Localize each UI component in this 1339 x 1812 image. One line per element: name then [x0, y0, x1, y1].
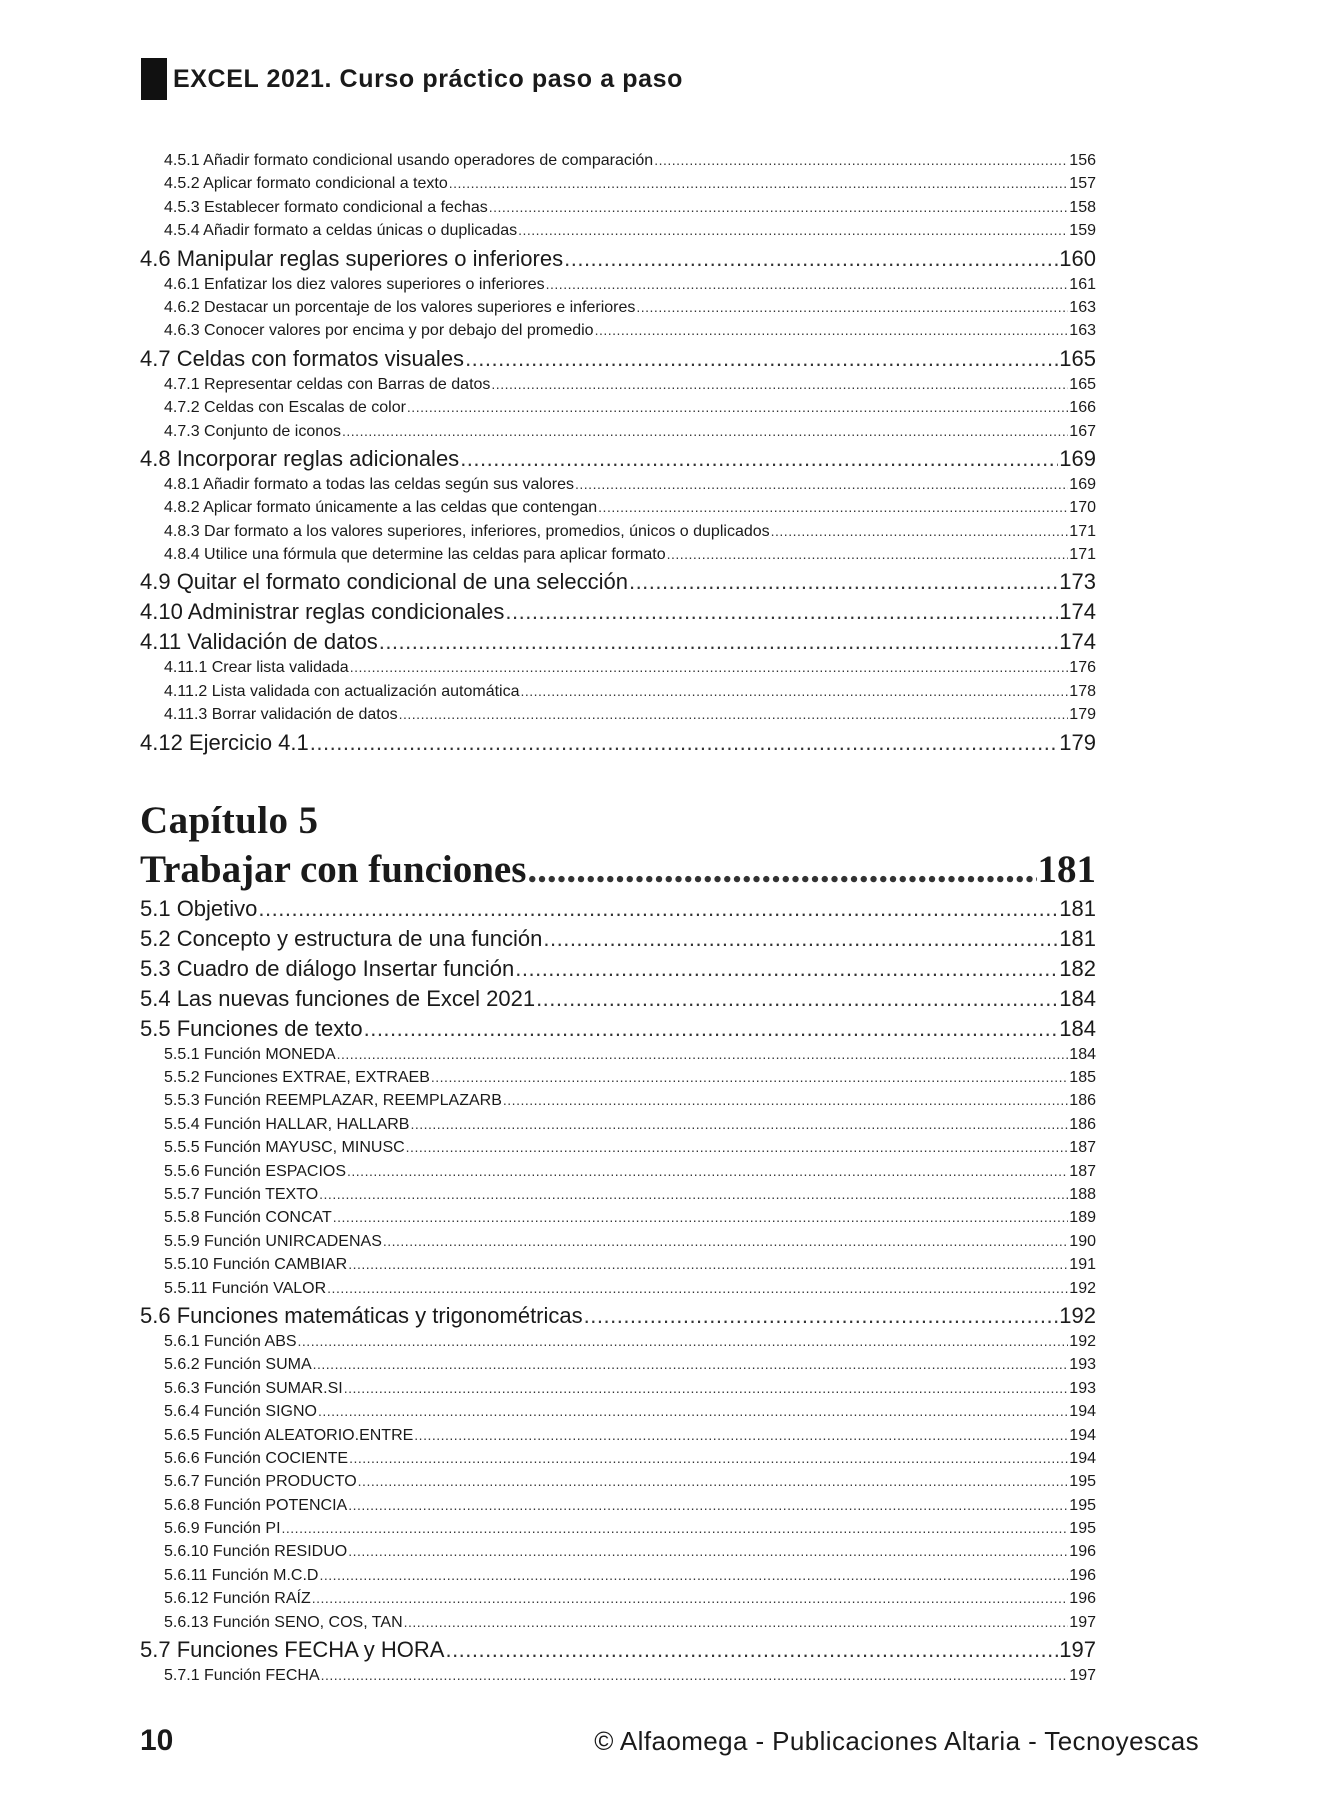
toc-subsection-entry[interactable]	[140, 546, 1096, 569]
toc-entry-title: 5.6.12 Función RAÍZ	[164, 1590, 311, 1608]
toc-subsection-entry[interactable]	[140, 1450, 1096, 1473]
dot-leader	[404, 1614, 1069, 1630]
dot-leader	[489, 199, 1069, 215]
toc-subsection-entry[interactable]	[140, 1139, 1096, 1162]
toc-entry-page: 176	[1069, 659, 1096, 677]
dot-leader	[595, 322, 1069, 338]
toc-section-entry[interactable]	[140, 956, 1096, 986]
toc-entry-title: 5.5.11 Función VALOR	[164, 1279, 327, 1297]
toc-entry-title: 4.5.4 Añadir formato a celdas únicas o duplicadas	[164, 222, 518, 240]
toc-entry-page: 190	[1069, 1232, 1096, 1250]
toc-subsection-entry[interactable]	[140, 1116, 1096, 1139]
toc-subsection-entry[interactable]	[140, 1497, 1096, 1520]
toc-subsection-entry[interactable]	[140, 322, 1096, 345]
toc-subsection-entry[interactable]	[140, 222, 1096, 245]
toc-subsection-entry[interactable]	[140, 199, 1096, 222]
header-marker-bar	[141, 58, 167, 100]
toc-subsection-entry[interactable]	[140, 499, 1096, 522]
toc-section-entry[interactable]	[140, 1637, 1096, 1667]
toc-entry-title: 4.7.3 Conjunto de iconos	[164, 422, 342, 440]
dot-leader	[327, 1280, 1068, 1296]
toc-section-entry[interactable]	[140, 599, 1096, 629]
toc-entry-title: 5.5.1 Función MONEDA	[164, 1045, 336, 1063]
toc-entry-title: 4.9 Quitar el formato condicional de una selección	[140, 569, 628, 595]
toc-entry-page: 179	[1059, 729, 1096, 755]
dot-leader	[636, 299, 1068, 315]
dot-leader	[313, 1356, 1069, 1372]
dot-leader	[503, 1092, 1068, 1108]
toc-entry-title: 4.6.2 Destacar un porcentaje de los valores superiores e inferiores	[164, 298, 636, 316]
toc-entry-title: 4.11.1 Crear lista validada	[164, 659, 349, 677]
toc-subsection-entry[interactable]	[140, 1163, 1096, 1186]
toc-entry-page: 173	[1059, 569, 1096, 595]
toc-subsection-entry[interactable]	[140, 276, 1096, 299]
dot-leader	[258, 896, 1058, 922]
toc-entry-title: 4.5.2 Aplicar formato condicional a texto	[164, 175, 448, 193]
toc-subsection-entry[interactable]	[140, 476, 1096, 499]
toc-entry-page: 185	[1069, 1069, 1096, 1087]
table-of-contents	[140, 152, 1096, 1690]
toc-subsection-entry[interactable]	[140, 376, 1096, 399]
toc-section-entry[interactable]	[140, 896, 1096, 926]
dot-leader	[383, 1233, 1068, 1249]
toc-entry-title: 5.5.8 Función CONCAT	[164, 1209, 332, 1227]
toc-entry-page: 195	[1069, 1473, 1096, 1491]
toc-entry-page: 197	[1069, 1613, 1096, 1631]
toc-subsection-entry[interactable]	[140, 1590, 1096, 1613]
toc-entry-title: 5.4 Las nuevas funciones de Excel 2021	[140, 985, 536, 1011]
toc-entry-page: 169	[1059, 445, 1096, 471]
dot-leader	[312, 1590, 1069, 1606]
toc-section-entry[interactable]	[140, 629, 1096, 659]
dot-leader	[414, 1427, 1068, 1443]
toc-entry-page: 170	[1069, 499, 1096, 517]
toc-entry-title: 4.8.2 Aplicar formato únicamente a las celdas que contengan	[164, 499, 598, 517]
dot-leader	[344, 1380, 1069, 1396]
toc-entry-title: 4.8 Incorporar reglas adicionales	[140, 445, 460, 471]
toc-entry-page: 174	[1059, 599, 1096, 625]
toc-entry-page: 187	[1069, 1139, 1096, 1157]
toc-subsection-entry[interactable]	[140, 1520, 1096, 1543]
toc-subsection-entry[interactable]	[140, 1333, 1096, 1356]
dot-leader	[598, 499, 1068, 515]
toc-entry-page: 160	[1059, 245, 1096, 271]
toc-entry-title: 4.8.3 Dar formato a los valores superiores, inferiores, promedios, únicos o duplicados	[164, 522, 770, 540]
dot-leader	[654, 152, 1068, 168]
dot-leader	[407, 399, 1068, 415]
toc-entry-page: 197	[1069, 1667, 1096, 1685]
dot-leader	[431, 1069, 1068, 1085]
toc-entry-page: 178	[1069, 682, 1096, 700]
toc-entry-page: 184	[1059, 1015, 1096, 1041]
dot-leader	[543, 926, 1058, 952]
toc-entry-page: 166	[1069, 399, 1096, 417]
toc-section-entry[interactable]	[140, 1016, 1096, 1046]
toc-entry-page: 181	[1059, 925, 1096, 951]
dot-leader	[505, 599, 1058, 625]
toc-entry-page: 195	[1069, 1520, 1096, 1538]
toc-entry-title: 4.8.1 Añadir formato a todas las celdas según sus valores	[164, 475, 575, 493]
toc-section-chapter-4	[140, 152, 1096, 760]
toc-subsection-entry[interactable]	[140, 399, 1096, 422]
dot-leader	[282, 1520, 1069, 1536]
toc-entry-title: 4.7 Celdas con formatos visuales	[140, 345, 465, 371]
toc-entry-page: 187	[1069, 1162, 1096, 1180]
toc-entry-page: 182	[1059, 955, 1096, 981]
toc-entry-page: 167	[1069, 422, 1096, 440]
toc-subsection-entry[interactable]	[140, 1256, 1096, 1279]
dot-leader	[527, 844, 1036, 896]
toc-entry-page: 196	[1069, 1543, 1096, 1561]
dot-leader	[348, 1543, 1068, 1559]
toc-entry-title: 5.6.5 Función ALEATORIO.ENTRE	[164, 1426, 414, 1444]
toc-entry-title: 5.6.11 Función M.C.D	[164, 1566, 319, 1584]
toc-entry-page: 158	[1069, 198, 1096, 216]
toc-entry-title: 4.6.3 Conocer valores por encima y por debajo del promedio	[164, 322, 594, 340]
dot-leader	[629, 569, 1058, 595]
toc-entry-title: 4.12 Ejercicio 4.1	[140, 729, 309, 755]
dot-leader	[348, 1497, 1068, 1513]
toc-entry-page: 188	[1069, 1185, 1096, 1203]
toc-entry-title: 4.8.4 Utilice una fórmula que determine las celdas para aplicar formato	[164, 546, 666, 564]
toc-entry-title: 5.6.13 Función SENO, COS, TAN	[164, 1613, 403, 1631]
dot-leader	[337, 1046, 1069, 1062]
chapter-title: Trabajar con funciones	[140, 847, 527, 891]
dot-leader	[349, 1450, 1068, 1466]
toc-entry-title: 5.5.2 Funciones EXTRAE, EXTRAEB	[164, 1069, 430, 1087]
dot-leader	[310, 730, 1059, 756]
chapter-page-number: 181	[1037, 847, 1096, 891]
toc-entry-page: 157	[1069, 175, 1096, 193]
dot-leader	[536, 986, 1058, 1012]
dot-leader	[347, 1163, 1068, 1179]
toc-section-entry[interactable]	[140, 926, 1096, 956]
chapter-title-entry[interactable]	[140, 844, 1096, 896]
toc-entry-title: 5.6.8 Función POTENCIA	[164, 1496, 348, 1514]
toc-entry-title: 5.5.9 Función UNIRCADENAS	[164, 1232, 382, 1250]
toc-subsection-entry[interactable]	[140, 1667, 1096, 1690]
toc-entry-title: 5.5.3 Función REEMPLAZAR, REEMPLAZARB	[164, 1092, 502, 1110]
toc-entry-title: 5.1 Objetivo	[140, 895, 258, 921]
toc-entry-title: 5.7.1 Función FECHA	[164, 1667, 320, 1685]
toc-subsection-entry[interactable]	[140, 1380, 1096, 1403]
toc-subsection-entry[interactable]	[140, 1403, 1096, 1426]
toc-entry-title: 4.5.1 Añadir formato condicional usando operadores de comparación	[164, 152, 654, 169]
toc-entry-page: 184	[1059, 985, 1096, 1011]
toc-section-entry[interactable]	[140, 346, 1096, 376]
toc-entry-title: 5.5.6 Función ESPACIOS	[164, 1162, 347, 1180]
dot-leader	[399, 706, 1069, 722]
dot-leader	[584, 1303, 1059, 1329]
dot-leader	[406, 1139, 1069, 1155]
dot-leader	[358, 1473, 1069, 1489]
toc-entry-page: 195	[1069, 1496, 1096, 1514]
toc-subsection-entry[interactable]	[140, 1567, 1096, 1590]
toc-entry-page: 192	[1069, 1279, 1096, 1297]
toc-entry-title: 5.6.7 Función PRODUCTO	[164, 1473, 357, 1491]
toc-entry-title: 5.6.3 Función SUMAR.SI	[164, 1379, 343, 1397]
toc-subsection-entry[interactable]	[140, 706, 1096, 729]
dot-leader	[518, 222, 1068, 238]
toc-entry-title: 5.6.10 Función RESIDUO	[164, 1543, 348, 1561]
toc-entry-page: 193	[1069, 1379, 1096, 1397]
toc-entry-page: 163	[1069, 322, 1096, 340]
toc-subsection-entry[interactable]	[140, 152, 1096, 175]
toc-subsection-entry[interactable]	[140, 1046, 1096, 1069]
toc-section-entry[interactable]	[140, 246, 1096, 276]
toc-entry-page: 192	[1069, 1332, 1096, 1350]
toc-entry-page: 181	[1059, 895, 1096, 921]
toc-entry-page: 196	[1069, 1590, 1096, 1608]
dot-leader	[364, 1016, 1059, 1042]
running-header	[141, 58, 683, 100]
toc-entry-page: 194	[1069, 1449, 1096, 1467]
toc-entry-title: 4.7.2 Celdas con Escalas de color	[164, 399, 406, 417]
toc-entry-page: 159	[1069, 222, 1096, 240]
toc-section-chapter-5	[140, 896, 1096, 1691]
toc-subsection-entry[interactable]	[140, 423, 1096, 446]
toc-entry-title: 5.6.1 Función ABS	[164, 1332, 297, 1350]
toc-subsection-entry[interactable]	[140, 683, 1096, 706]
toc-entry-title: 5.6.4 Función SIGNO	[164, 1403, 317, 1421]
toc-subsection-entry[interactable]	[140, 1356, 1096, 1379]
dot-leader	[318, 1403, 1068, 1419]
toc-subsection-entry[interactable]	[140, 1614, 1096, 1637]
toc-section-entry[interactable]	[140, 986, 1096, 1016]
dot-leader	[350, 659, 1069, 675]
toc-entry-title: 4.6 Manipular reglas superiores o inferiores	[140, 245, 564, 271]
toc-entry-title: 5.7 Funciones FECHA y HORA	[140, 1637, 445, 1663]
toc-entry-page: 171	[1069, 522, 1096, 540]
toc-entry-title: 4.11 Validación de datos	[140, 629, 378, 655]
dot-leader	[321, 1667, 1069, 1683]
toc-entry-page: 194	[1069, 1426, 1096, 1444]
toc-entry-page: 165	[1059, 345, 1096, 371]
dot-leader	[348, 1256, 1068, 1272]
toc-entry-page: 186	[1069, 1115, 1096, 1133]
dot-leader	[410, 1116, 1068, 1132]
toc-entry-title: 4.7.1 Representar celdas con Barras de datos	[164, 375, 491, 393]
dot-leader	[771, 523, 1069, 539]
dot-leader	[342, 423, 1068, 439]
toc-entry-title: 5.5.10 Función CAMBIAR	[164, 1256, 348, 1274]
toc-subsection-entry[interactable]	[140, 299, 1096, 322]
chapter-number: Capítulo 5	[140, 798, 319, 842]
toc-subsection-entry[interactable]	[140, 1233, 1096, 1256]
toc-entry-title: 4.10 Administrar reglas condicionales	[140, 599, 505, 625]
dot-leader	[449, 175, 1069, 191]
toc-entry-page: 197	[1059, 1637, 1096, 1663]
dot-leader	[546, 276, 1069, 292]
dot-leader	[460, 446, 1058, 472]
toc-entry-title: 4.11.3 Borrar validación de datos	[164, 706, 398, 724]
page-number: 10	[140, 1724, 174, 1757]
dot-leader	[319, 1186, 1068, 1202]
toc-entry-page: 193	[1069, 1356, 1096, 1374]
dot-leader	[445, 1637, 1058, 1663]
dot-leader	[564, 246, 1058, 272]
toc-entry-page: 186	[1069, 1092, 1096, 1110]
toc-subsection-entry[interactable]	[140, 1092, 1096, 1115]
dot-leader	[515, 956, 1058, 982]
toc-section-entry[interactable]	[140, 730, 1096, 760]
dot-leader	[491, 376, 1068, 392]
toc-entry-title: 5.2 Concepto y estructura de una función	[140, 925, 543, 951]
footer-publisher: © Alfaomega - Publicaciones Altaria - Tecnoyescas	[594, 1726, 1199, 1756]
toc-entry-page: 171	[1069, 546, 1096, 564]
toc-subsection-entry[interactable]	[140, 1427, 1096, 1450]
toc-entry-page: 174	[1059, 629, 1096, 655]
toc-entry-title: 4.6.1 Enfatizar los diez valores superiores o inferiores	[164, 275, 545, 293]
toc-section-entry[interactable]	[140, 569, 1096, 599]
toc-entry-page: 179	[1069, 706, 1096, 724]
dot-leader	[575, 476, 1068, 492]
toc-entry-title: 5.5.7 Función TEXTO	[164, 1185, 319, 1203]
header-title: EXCEL 2021. Curso práctico paso a paso	[173, 64, 684, 93]
toc-entry-page: 161	[1069, 275, 1096, 293]
toc-section-entry[interactable]	[140, 446, 1096, 476]
toc-entry-page: 156	[1069, 152, 1096, 169]
toc-subsection-entry[interactable]	[140, 175, 1096, 198]
toc-section-entry[interactable]	[140, 1303, 1096, 1333]
dot-leader	[520, 683, 1068, 699]
toc-subsection-entry[interactable]	[140, 523, 1096, 546]
dot-leader	[333, 1209, 1069, 1225]
toc-subsection-entry[interactable]	[140, 1069, 1096, 1092]
toc-entry-title: 5.3 Cuadro de diálogo Insertar función	[140, 955, 515, 981]
toc-entry-page: 184	[1069, 1045, 1096, 1063]
toc-subsection-entry[interactable]	[140, 1543, 1096, 1566]
toc-entry-title: 5.5 Funciones de texto	[140, 1015, 363, 1041]
toc-subsection-entry[interactable]	[140, 1280, 1096, 1303]
toc-entry-page: 196	[1069, 1566, 1096, 1584]
toc-entry-title: 5.6.6 Función COCIENTE	[164, 1449, 349, 1467]
dot-leader	[298, 1333, 1069, 1349]
dot-leader	[319, 1567, 1068, 1583]
toc-entry-page: 191	[1069, 1256, 1096, 1274]
dot-leader	[667, 546, 1069, 562]
toc-subsection-entry[interactable]	[140, 1209, 1096, 1232]
toc-entry-page: 192	[1059, 1302, 1096, 1328]
toc-entry-page: 165	[1069, 375, 1096, 393]
toc-entry-title: 5.5.5 Función MAYUSC, MINUSC	[164, 1139, 405, 1157]
toc-entry-title: 5.5.4 Función HALLAR, HALLARB	[164, 1115, 410, 1133]
toc-entry-title: 5.6 Funciones matemáticas y trigonométricas	[140, 1302, 583, 1328]
toc-entry-title: 5.6.9 Función PI	[164, 1520, 281, 1538]
toc-entry-page: 189	[1069, 1209, 1096, 1227]
toc-entry-page: 163	[1069, 298, 1096, 316]
toc-entry-page: 194	[1069, 1403, 1096, 1421]
toc-subsection-entry[interactable]	[140, 1473, 1096, 1496]
toc-subsection-entry[interactable]	[140, 1186, 1096, 1209]
toc-subsection-entry[interactable]	[140, 659, 1096, 682]
dot-leader	[379, 629, 1059, 655]
toc-entry-page: 169	[1069, 475, 1096, 493]
toc-entry-title: 4.5.3 Establecer formato condicional a fechas	[164, 198, 488, 216]
toc-entry-title: 5.6.2 Función SUMA	[164, 1356, 312, 1374]
toc-entry-title: 4.11.2 Lista validada con actualización automática	[164, 682, 520, 700]
dot-leader	[465, 346, 1058, 372]
